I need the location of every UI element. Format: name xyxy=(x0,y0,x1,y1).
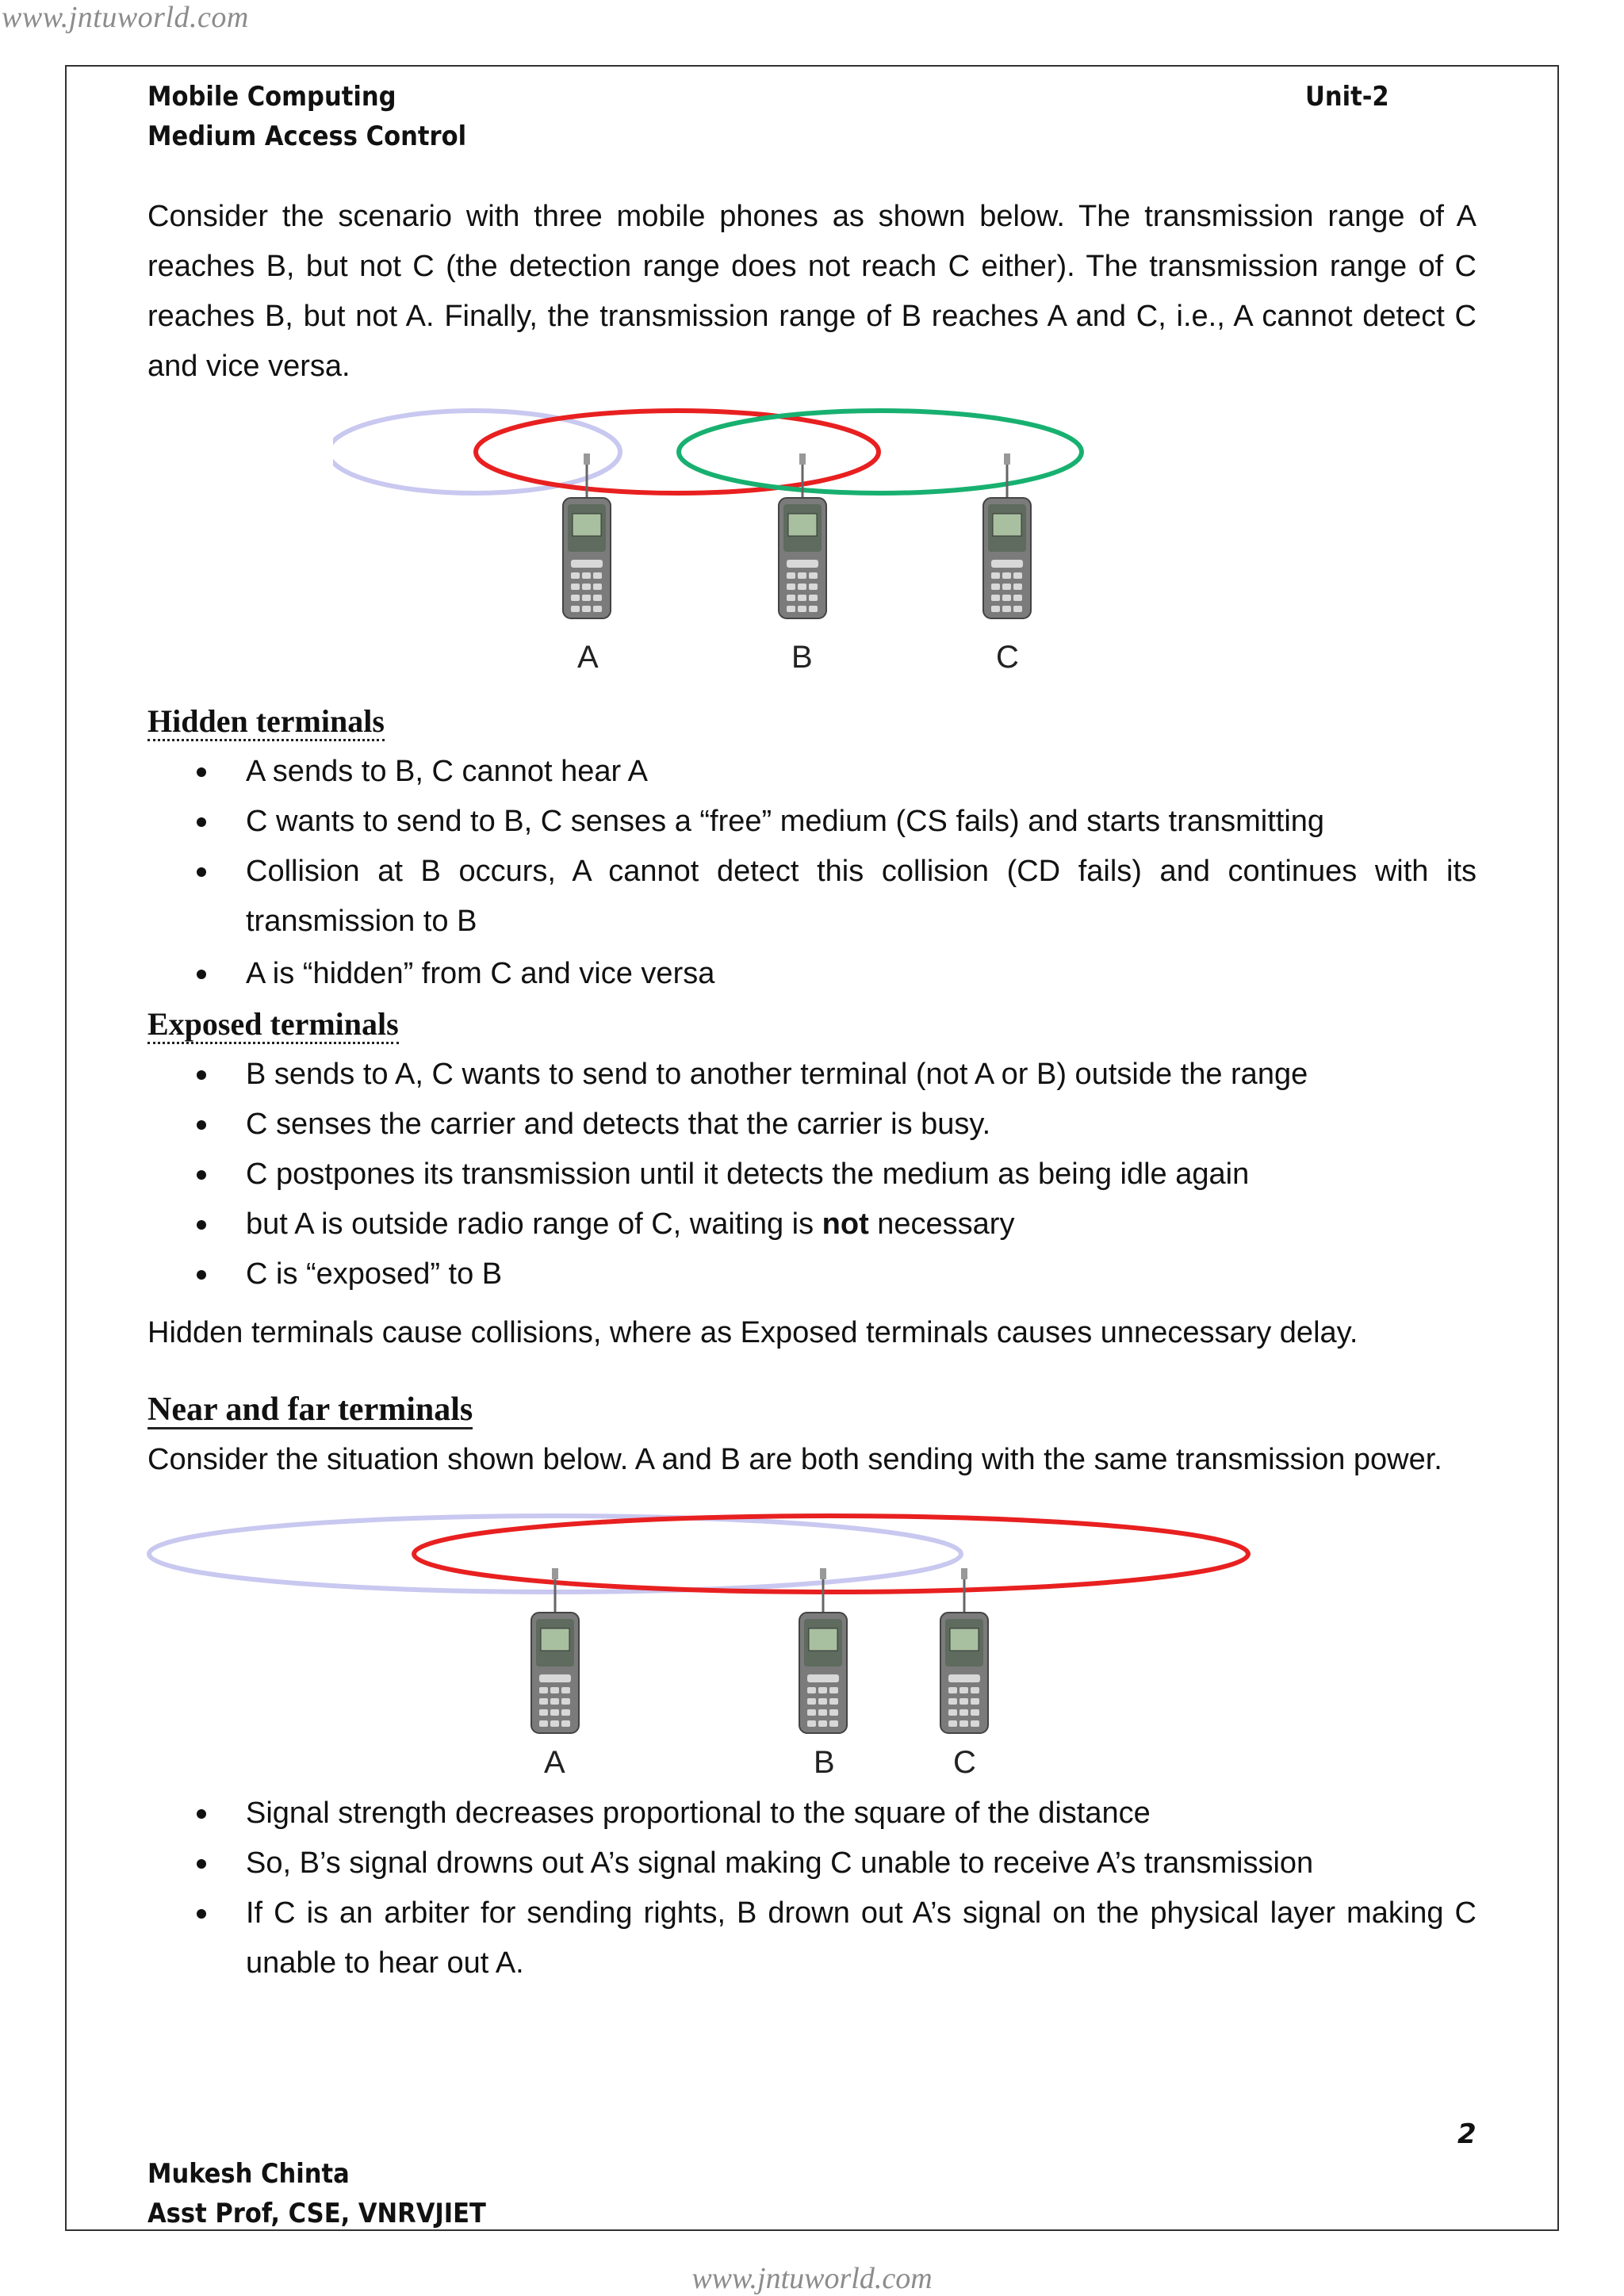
hidden-terminal-diagram xyxy=(333,396,1269,682)
intro-paragraph: Consider the scenario with three mobile phones as shown below. The transmission range of A reaches B, but not C (the detection range does not reach C either). The transmission range of C reaches B, but not A. Finally, the transmission range of B reaches A and C, i.e., A cannot detect C and vice versa. xyxy=(147,200,1477,383)
near-far-list xyxy=(147,1789,1477,1988)
list-item: C wants to send to B, C senses a “free” medium (CS fails) and starts transmitting xyxy=(147,797,1477,847)
phone-a-icon xyxy=(563,453,611,618)
list-item: C senses the carrier and detects that the carrier is busy. xyxy=(147,1100,1477,1150)
list-item xyxy=(147,1200,1477,1249)
page-number: 2 xyxy=(1457,2118,1477,2150)
exposed-terminals-list xyxy=(147,1050,1477,1299)
course-title: Mobile Computing xyxy=(147,81,396,113)
topic-title: Medium Access Control xyxy=(147,121,467,152)
footer-author: Mukesh Chinta xyxy=(147,2158,350,2190)
phone-b-icon xyxy=(779,453,826,618)
phone-label-b: B xyxy=(791,640,813,675)
phone-label-c: C xyxy=(953,1745,976,1780)
near-far-diagram xyxy=(143,1490,1269,1792)
phone-label-a: A xyxy=(577,640,599,675)
list-item: A is “hidden” from C and vice versa xyxy=(147,949,1477,999)
list-item: C postpones its transmission until it detects the medium as being idle again xyxy=(147,1150,1477,1200)
emphasis-text: not xyxy=(822,1207,869,1241)
list-item: A sends to B, C cannot hear A xyxy=(147,747,1477,797)
near-far-heading: Near and far terminals xyxy=(147,1391,473,1428)
list-item: If C is an arbiter for sending rights, B drown out A’s signal on the physical layer making C unable to hear out A. xyxy=(147,1888,1477,1988)
watermark-top: www.jntuworld.com xyxy=(2,1,249,34)
unit-label: Unit-2 xyxy=(1305,81,1389,113)
exposed-terminals-heading: Exposed terminals xyxy=(147,1007,399,1044)
hidden-terminals-list xyxy=(147,747,1477,999)
list-item: C is “exposed” to B xyxy=(147,1249,1477,1299)
list-item: B sends to A, C wants to send to another terminal (not A or B) outside the range xyxy=(147,1050,1477,1100)
phone-label-c: C xyxy=(996,640,1019,675)
phone-label-a: A xyxy=(544,1745,565,1780)
list-item-text: but A is outside radio range of C, waiting is xyxy=(246,1207,822,1241)
footer-affiliation: Asst Prof, CSE, VNRVJIET xyxy=(147,2198,486,2229)
phone-c-icon xyxy=(983,453,1031,618)
list-item: So, B’s signal drowns out A’s signal making C unable to receive A’s transmission xyxy=(147,1839,1477,1888)
phone-label-b: B xyxy=(814,1745,835,1780)
watermark-bottom: www.jntuworld.com xyxy=(691,2262,933,2295)
summary-paragraph: Hidden terminals cause collisions, where as Exposed terminals causes unnecessary delay. xyxy=(147,1316,1358,1349)
near-far-intro: Consider the situation shown below. A and B are both sending with the same transmission power. xyxy=(147,1443,1442,1476)
list-item: Signal strength decreases proportional to the square of the distance xyxy=(147,1789,1477,1839)
list-item-text: necessary xyxy=(868,1207,1015,1241)
list-item: Collision at B occurs, A cannot detect this collision (CD fails) and continues with its transmission to B xyxy=(147,847,1477,947)
hidden-terminals-heading: Hidden terminals xyxy=(147,704,385,741)
